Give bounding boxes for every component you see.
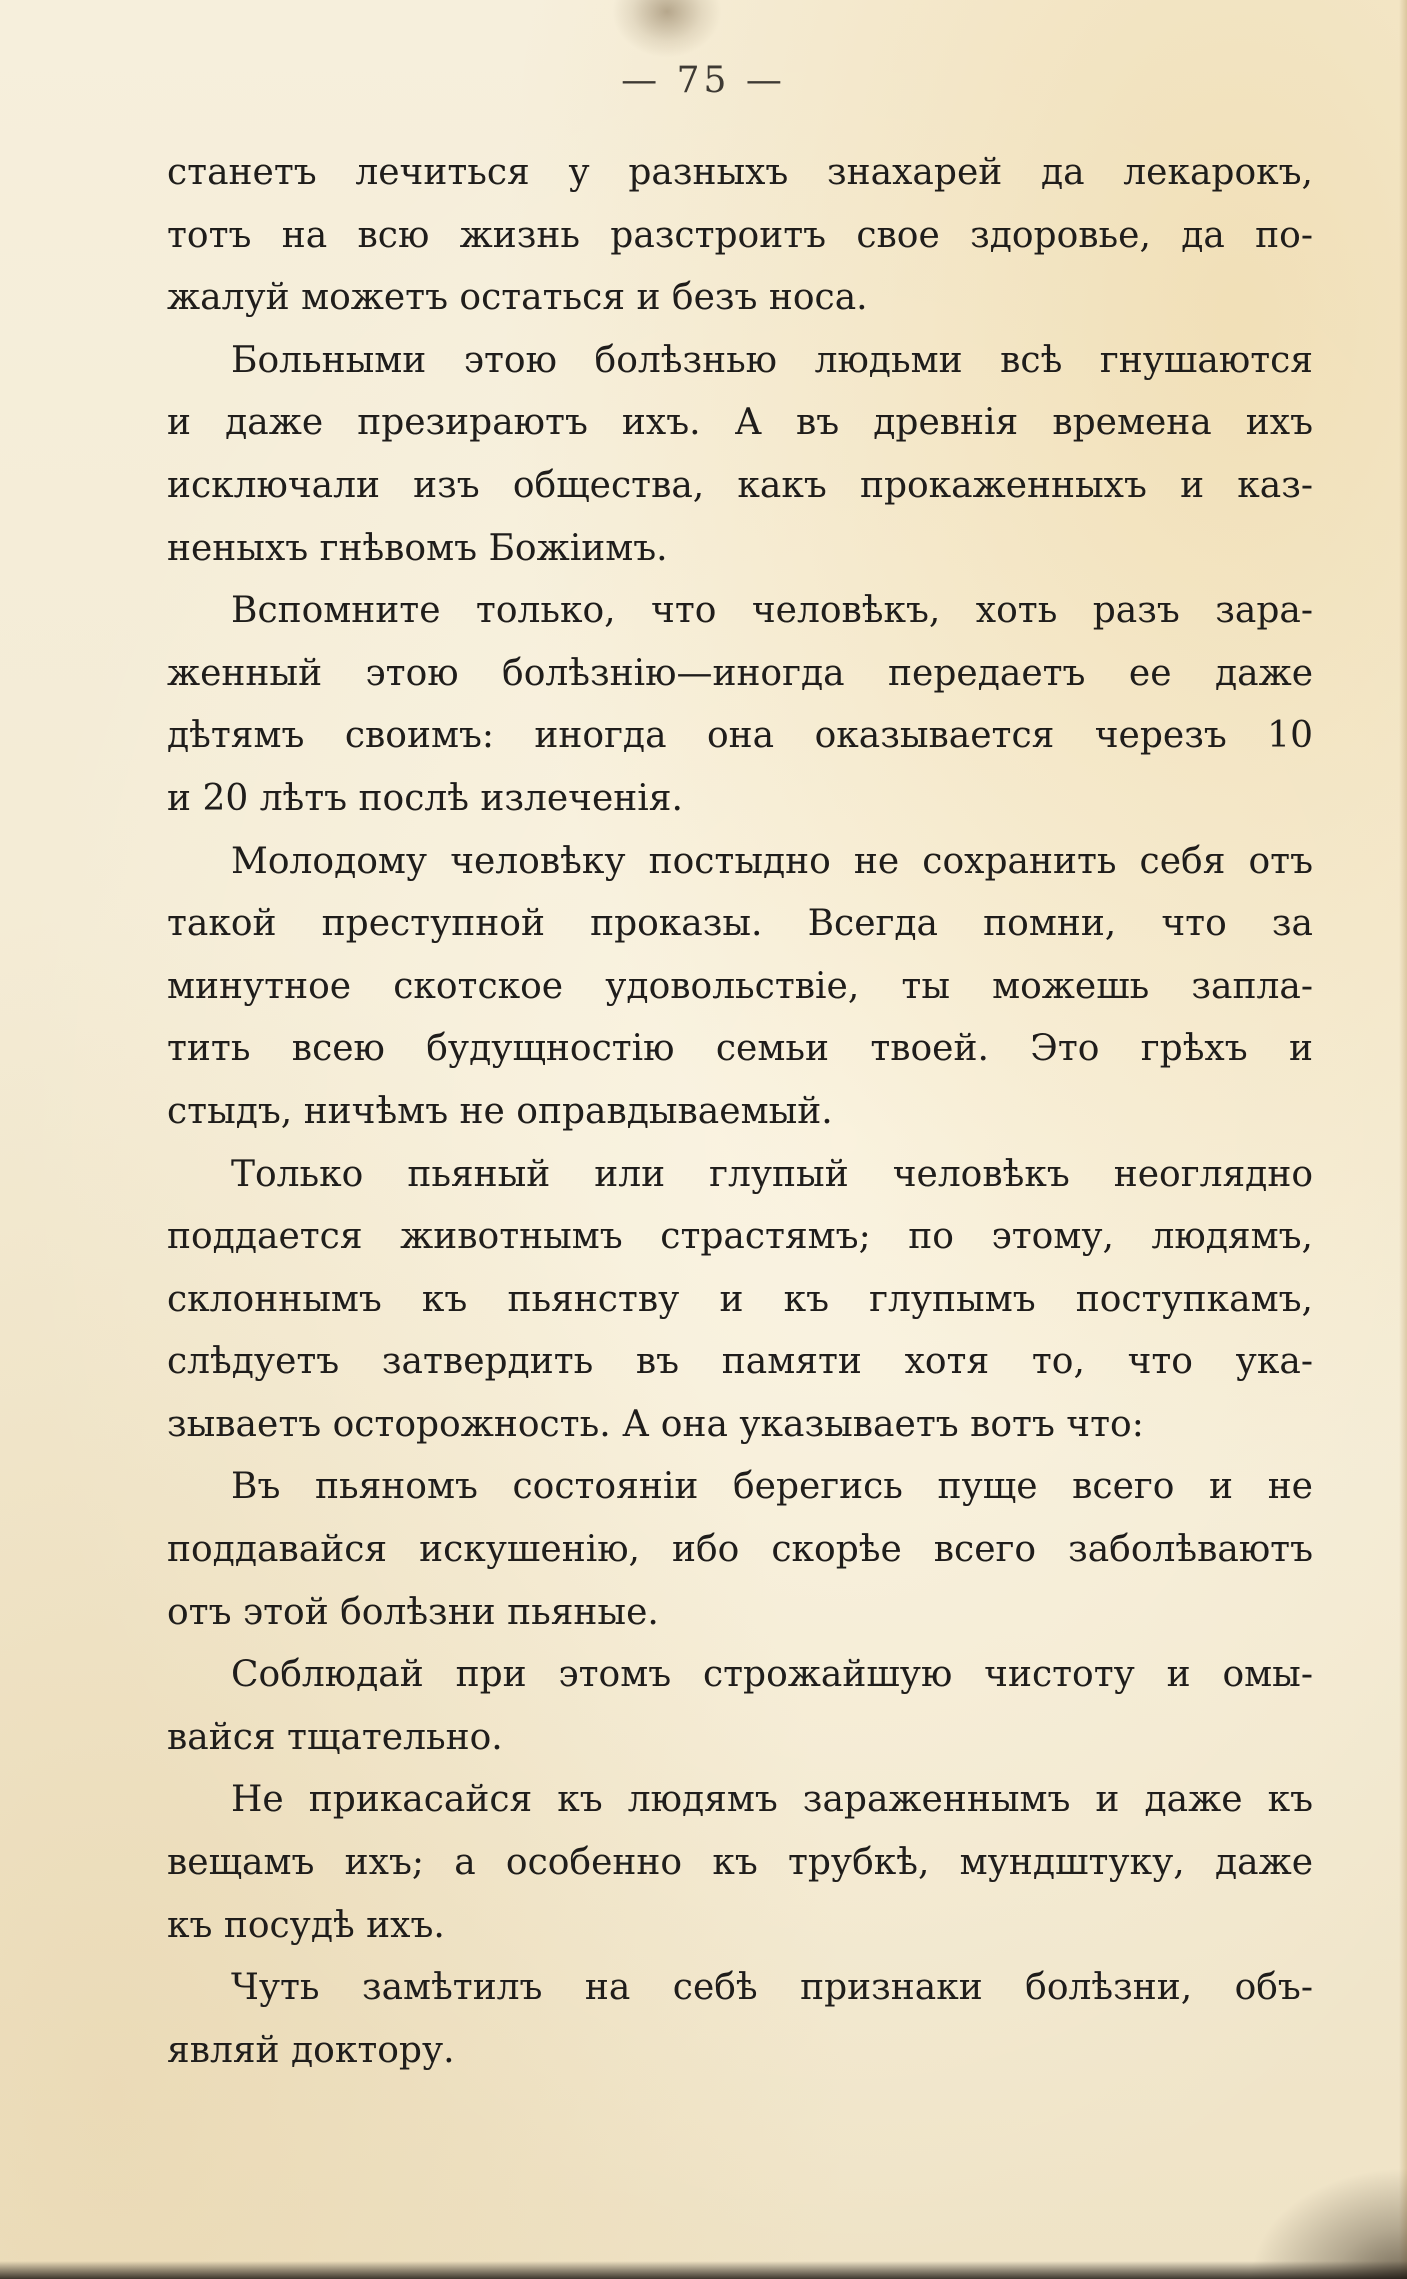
text-line: поддавайся искушенію, ибо скорѣе всего заболѣваютъ xyxy=(167,1529,1313,1571)
page-edge-shadow xyxy=(1399,0,1407,2279)
text-line: слѣдуетъ затвердить въ памяти хотя то, что ука- xyxy=(167,1341,1313,1383)
text-line: такой преступной проказы. Всегда помни, что за xyxy=(167,903,1313,945)
text-line: жалуй можетъ остаться и безъ носа. xyxy=(167,277,868,319)
paragraph-start-line: Вспомните только, что человѣкъ, хоть разъ зара- xyxy=(231,590,1313,632)
paragraph-start-line: Больными этою болѣзнью людьми всѣ гнушаются xyxy=(231,339,1313,381)
text-line: неныхъ гнѣвомъ Божіимъ. xyxy=(167,527,668,569)
text-line: и 20 лѣтъ послѣ излеченія. xyxy=(167,777,683,819)
paragraph-start-line: Чуть замѣтилъ на себѣ признаки болѣзни, объ- xyxy=(231,1967,1313,2009)
text-line: женный этою болѣзнію—иногда передаетъ ее даже xyxy=(167,652,1313,694)
text-line: поддается животнымъ страстямъ; по этому, людямъ, xyxy=(167,1216,1313,1258)
text-line: отъ этой болѣзни пьяные. xyxy=(167,1591,659,1633)
paragraph-start-line: Молодому человѣку постыдно не сохранить себя отъ xyxy=(231,840,1313,882)
paragraph-start-line: Только пьяный или глупый человѣкъ неоглядно xyxy=(231,1153,1313,1195)
text-line: зываетъ осторожность. А она указываетъ вотъ что: xyxy=(167,1403,1144,1445)
paragraph-start-line: Соблюдай при этомъ строжайшую чистоту и омы- xyxy=(231,1654,1313,1696)
paper-stain xyxy=(612,0,722,58)
text-line: стыдъ, ничѣмъ не оправдываемый. xyxy=(167,1090,833,1132)
text-line: вещамъ ихъ; а особенно къ трубкѣ, мундштуку, даже xyxy=(167,1842,1313,1884)
text-line: къ посудѣ ихъ. xyxy=(167,1904,445,1946)
text-line: станетъ лечиться у разныхъ знахарей да лекарокъ, xyxy=(167,152,1313,193)
text-line: тотъ на всю жизнь разстроитъ свое здоровье, да по- xyxy=(167,214,1313,256)
text-line: дѣтямъ своимъ: иногда она оказывается черезъ 10 xyxy=(167,715,1313,757)
paragraph-start-line: Въ пьяномъ состояніи берегись пуще всего и не xyxy=(231,1466,1313,1508)
text-line: склоннымъ къ пьянству и къ глупымъ поступкамъ, xyxy=(167,1278,1313,1320)
paragraph-start-line: Не прикасайся къ людямъ зараженнымъ и даже къ xyxy=(231,1779,1313,1821)
page-number: — 75 — xyxy=(621,60,786,101)
page-text xyxy=(167,142,1313,2082)
text-line: вайся тщательно. xyxy=(167,1716,503,1758)
text-line: тить всею будущностію семьи твоей. Это грѣхъ и xyxy=(167,1028,1313,1070)
text-line: минутное скотское удовольствіе, ты можешь запла- xyxy=(167,965,1313,1007)
bottom-edge-shadow xyxy=(0,2261,1407,2279)
text-line: исключали изъ общества, какъ прокаженныхъ и каз- xyxy=(167,464,1313,506)
text-line: являй доктору. xyxy=(167,2029,455,2071)
text-line: и даже презираютъ ихъ. А въ древнія времена ихъ xyxy=(167,402,1313,444)
